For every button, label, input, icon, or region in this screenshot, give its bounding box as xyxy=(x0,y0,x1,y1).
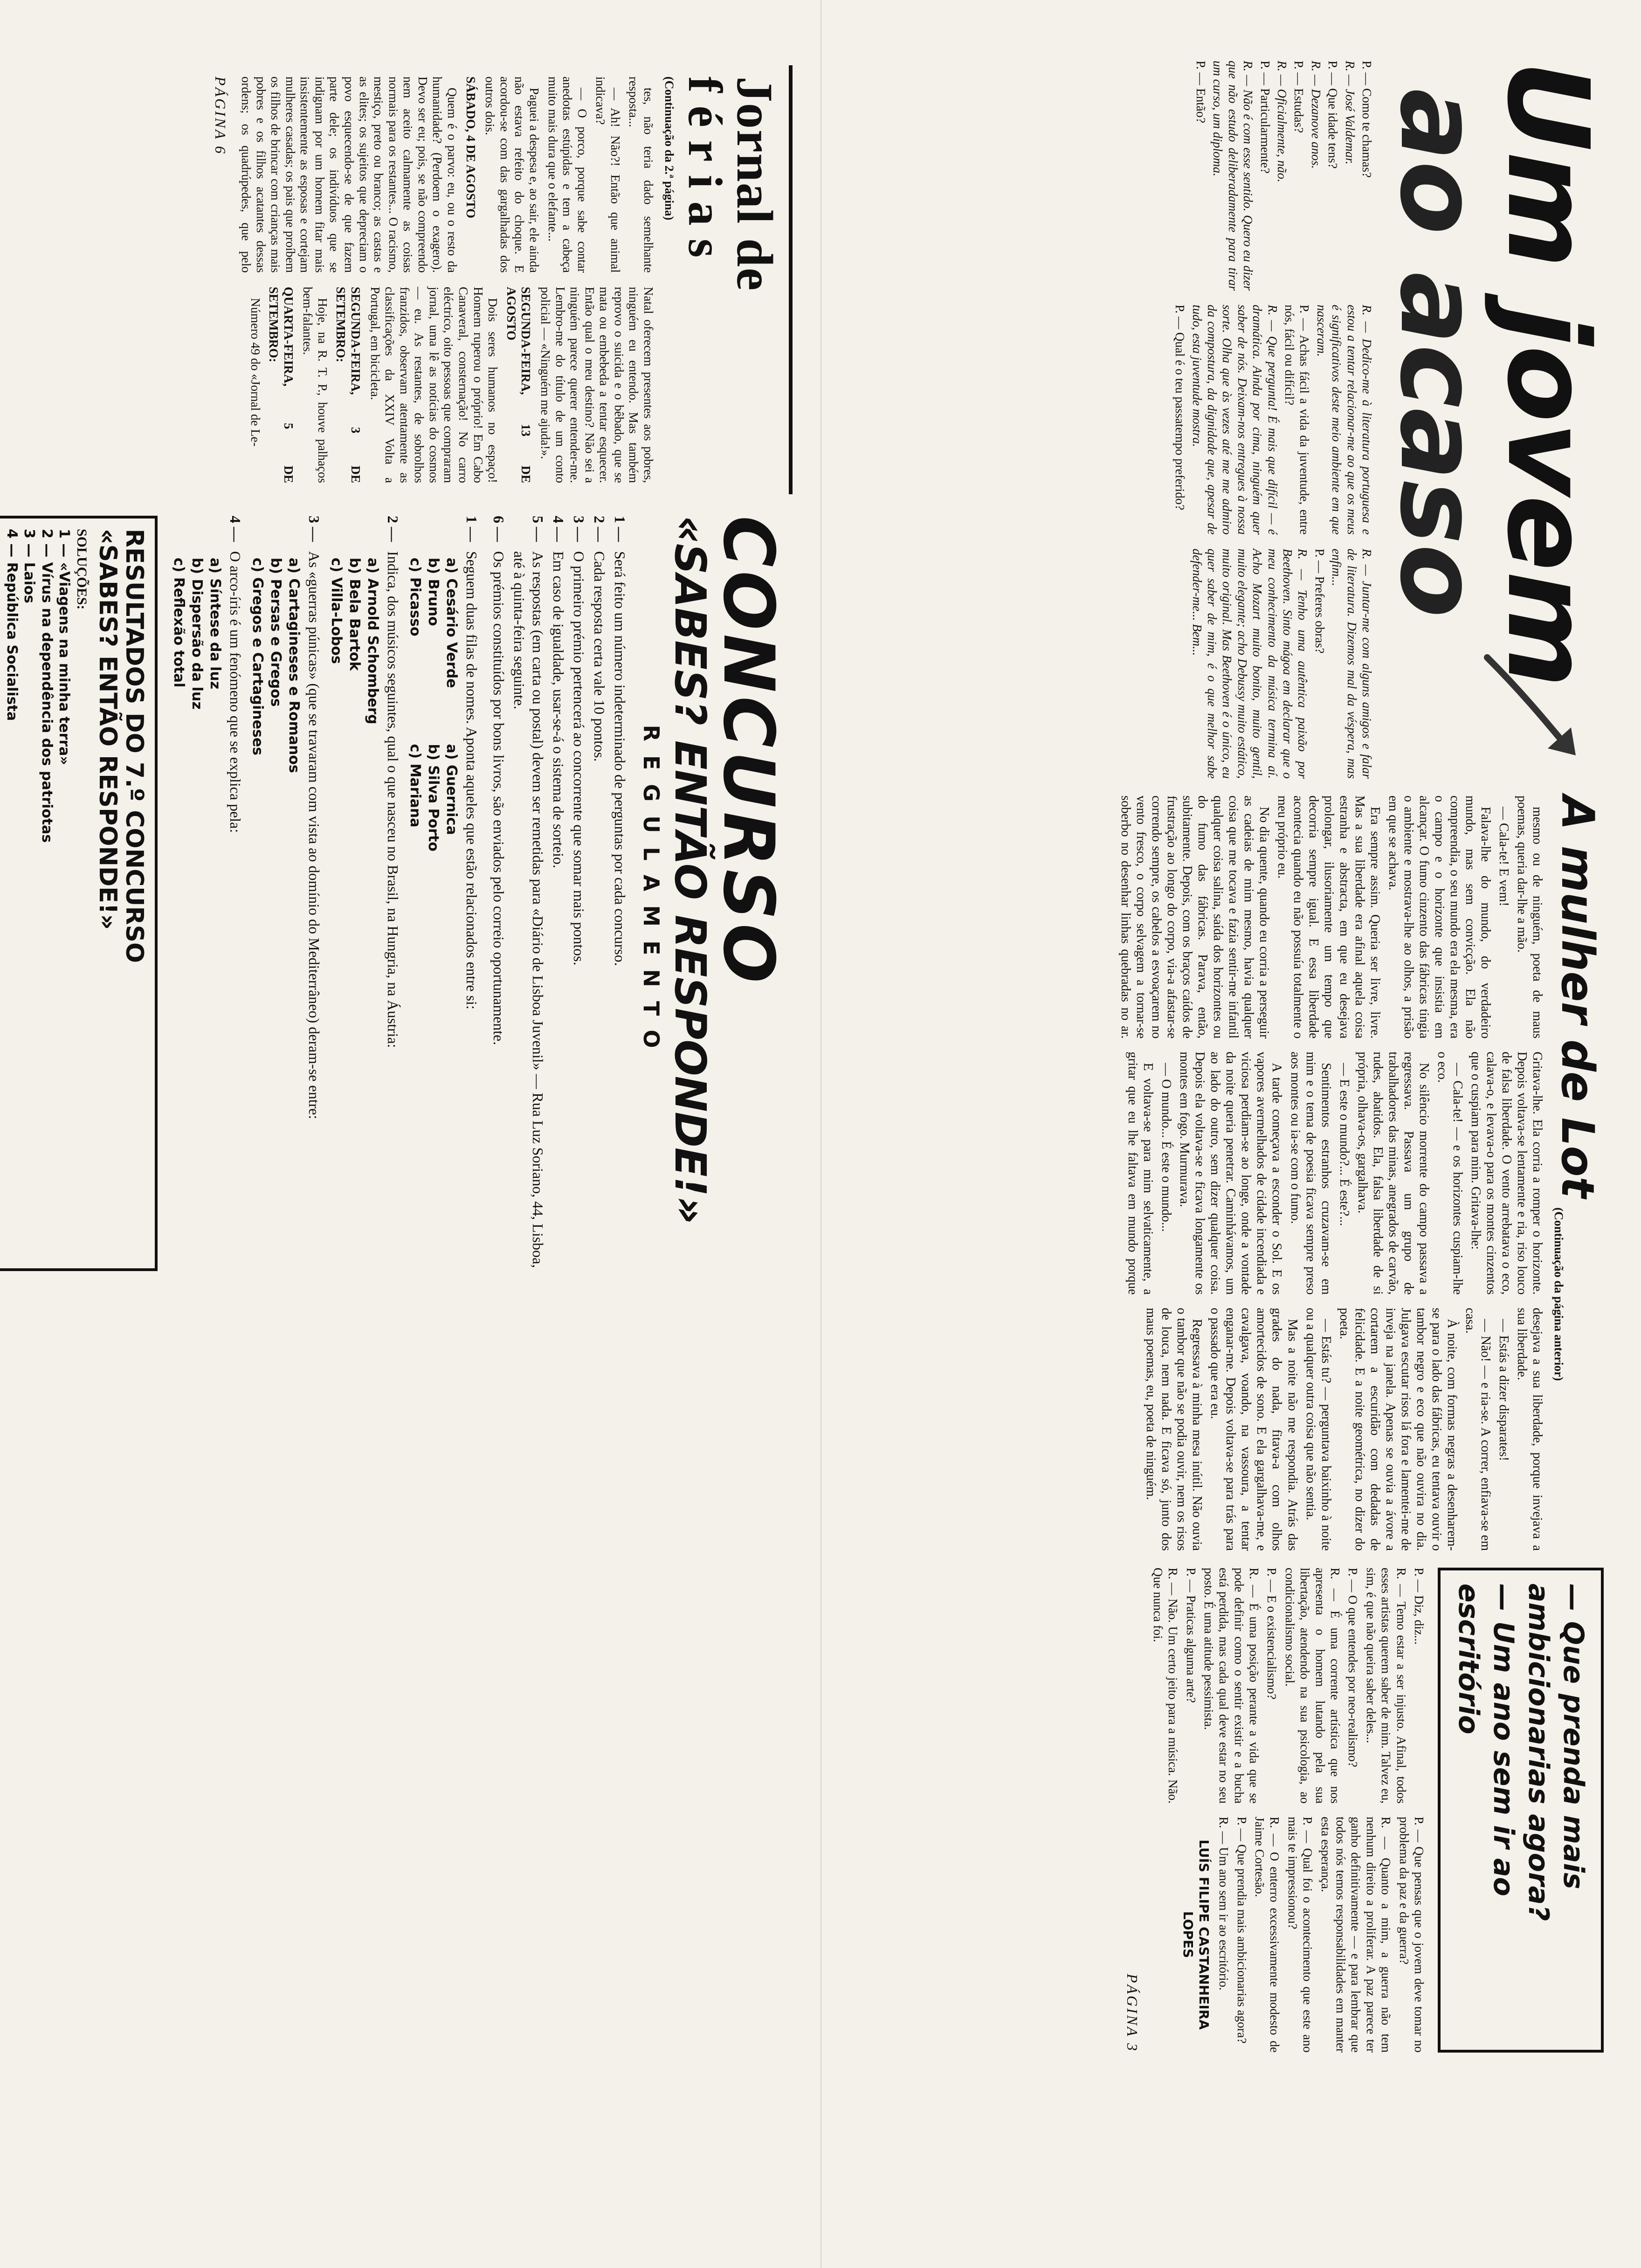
highlight-question: — Que prenda mais ambicionarias agora? xyxy=(1522,1583,1590,1921)
rules-list xyxy=(170,516,629,1271)
solucoes-label: SOLUÇÕES: xyxy=(74,529,90,610)
options-col-2 xyxy=(406,744,461,851)
story-paragraph: Mas a noite não me respondia. Atrás das grades do nada, fitava-a com olhos amortecidos de sono. E ela gargalhava-me, e cavalgava, voando, na vassoura, a tentar enganar-me. Depois voltava-se para trás para o passado que era eu. xyxy=(1208,1307,1300,1551)
qa-line: P. — Qual é o teu passatempo preferido? xyxy=(1173,304,1187,511)
rule-item xyxy=(549,516,568,1271)
story-paragraph: — Cala-te! — e os horizontes cuspiam-lhe o eco. xyxy=(1434,1051,1465,1295)
story-paragraph: À noite, com formas negras a desenharem-se para o lado das fábricas, eu tentava ouvir o tambor negro e eco que não ouvira no dia. Julgava escutar risos lá fora e lamentei-me de inveja na janela. Apenas se ouvia a ávore a cortarem a escuridão com dedadas de felicidade. E a noite geométrica, no dizer do poeta. xyxy=(1337,1307,1459,1551)
jovem-title-line2: ao acaso xyxy=(1376,89,1501,618)
story-paragraph: Regressava à minha mesa inútil. Não ouvia o tambor que não se podia ouvir, nem os risos de louca, nem nada. E ficava só, junto dos maus poemas, eu, poeta de ninguém. xyxy=(1144,1307,1205,1551)
option: c) Picasso xyxy=(407,558,423,636)
story-paragraph: mesmo ou de ninguém, poeta de maus poemas, queria dar-lhe a mão. xyxy=(1514,795,1544,1039)
options-col xyxy=(327,558,382,724)
story-paragraph: A tarde começava a esconder o Sol. E os vapores avermelhados de cidade incendiada e viciosa perdiam-se ao longe, onde a vontade da noite queria penetrar. Caminhávamos, um ao lado do outro, sem dizer qualquer coisa. Depois ela voltava-se e ficava longamente os montes em fogo. Murmurava. xyxy=(1177,1051,1284,1295)
option: a) Arnold Schomberg xyxy=(365,558,381,725)
highlight-box xyxy=(1438,1568,1604,2053)
jornal-date-heading: QUARTA-FEIRA, 5 DE SETEMBRO: xyxy=(267,287,296,483)
qa-line: P. — Diz, diz... xyxy=(1412,1568,1426,1645)
rule-item xyxy=(510,516,547,1271)
qa-line: P. — Então? xyxy=(1194,61,1208,124)
concurso-title: CONCURSO xyxy=(708,516,789,987)
qa-line: R. — Quanto a mim, a guerra não tem nenhum direito a proliferar. A paz parece ter ganho definitivamente — e para lembrar que todos nós temos responsabilidades em manter esta esperança. xyxy=(1318,1817,1393,2053)
jornal-paragraph: — Ah! Não?! Então que animal indicava? xyxy=(593,76,622,273)
option: a) Cartagineses e Romanos xyxy=(286,558,302,773)
interview-continuation-body xyxy=(1150,1568,1427,2053)
qa-line: P. — O que entendes por neo-realismo? xyxy=(1346,1568,1360,1768)
rule-text: Cada resposta certa vale 10 pontos. xyxy=(591,551,608,762)
jornal-paragraph: tes, não teria dado semelhante resposta... xyxy=(627,76,655,273)
story-paragraph: — E este o mundo?... É este?... xyxy=(1337,1063,1351,1226)
rule-item xyxy=(611,516,629,1271)
qa-line: R. — Temo estar a ser injusto. Afinal, todos esses artistas querem saber de mim. Talvez eu, sim, é que não queira saber deles... xyxy=(1364,1568,1408,1804)
qa-line: R. — José Valdemar. xyxy=(1343,61,1357,165)
question-text: O arco-íris é um fenómeno que se explica pela: xyxy=(227,551,244,833)
interview-continuation-section xyxy=(830,1568,1604,2053)
lot-header xyxy=(1551,795,1604,1551)
question-text: Seguem duas filas de nomes. Aponta aqueles que estão relacionados entre si: xyxy=(463,551,480,1010)
options-col xyxy=(248,558,303,773)
rule-item xyxy=(570,516,588,1271)
qa-line: P. — Que idade tens? xyxy=(1326,61,1340,169)
option: c) Mariana xyxy=(407,744,423,828)
lot-continuation: (Continuação da página anterior) xyxy=(1552,1207,1565,1381)
story-paragraph: Sentimentos estranhos cruzavam-se em mim e o tema de poesia ficava sempre preso aos montes ou ia-se com o fumo. xyxy=(1288,1051,1333,1295)
qa-line: R. — Oficialmente, não. xyxy=(1275,61,1289,182)
question-number: 4 — xyxy=(227,516,244,542)
highlight-answer: — Um ano sem ir ao escritório xyxy=(1452,1583,1520,1896)
right-page-rotated xyxy=(830,61,1613,2215)
qa-line: P. — Preferes obras? xyxy=(1312,548,1327,654)
option: a) Síntese da luz xyxy=(207,558,223,690)
question-item xyxy=(462,516,481,1271)
option: b) Dispersão da luz xyxy=(189,558,205,710)
option: b) Bruno xyxy=(425,558,441,626)
rule-text: Em caso de igualdade, usar-se-á o sistema de sorteio. xyxy=(550,551,567,869)
jornal-title-line2: férias xyxy=(678,76,732,271)
left-page-rotated xyxy=(3,65,793,2220)
qa-line: P. — Que pensas que o jovem deve tomar no problema da paz e da guerra? xyxy=(1397,1817,1426,2053)
rule-number: 3 — xyxy=(571,516,587,542)
concurso-subtitle: «SABES? ENTÃO RESPONDE!» xyxy=(665,516,715,1224)
story-paragraph: E voltava-se para mim selvaticamente, a gritar que eu lhe faltava em mundo porque desejava a sua liberdade, porque invejava a sua liberdade. xyxy=(1125,1051,1544,1551)
qa-line: R. — É uma posição perante a vida que se pode definir como o sentir existir e a bucha está perdida, mas cada qual deve estar no seu posto. É uma atitude pessimista. xyxy=(1201,1568,1262,1804)
question-2-options xyxy=(327,558,382,1271)
option: b) Bela Bartok xyxy=(346,558,363,671)
option: c) Reflexão total xyxy=(171,558,187,688)
rule-number: 1 — xyxy=(612,516,628,542)
jornal-date-heading: SEGUNDA-FEIRA, 3 DE SETEMBRO: xyxy=(334,287,363,483)
jornal-continuation: (Continuação da 2.ª página) xyxy=(662,76,676,221)
story-paragraph: — O mundo... É este o mundo... xyxy=(1159,1063,1174,1232)
results-title: RESULTADOS DO 7.º CONCURSO xyxy=(120,529,148,963)
qa-line: P. — Qual foi o acontecimento que este ano mais te impressionou? xyxy=(1285,1817,1315,2053)
option: c) Gregos e Cartagineses xyxy=(249,558,266,756)
rule-text: As respostas (em carta ou postal) devem ser remetidas para «Diário de Lisboa Juvenil» — Rua Luz Soriano, 44, Lisboa, até à quinta-feira seguinte. xyxy=(511,551,546,1268)
jornal-date-heading: SÁBADO, 4 DE AGOSTO xyxy=(463,76,478,219)
options-col-1 xyxy=(406,558,461,688)
rule-number: 4 — xyxy=(550,516,567,542)
story-paragraph: — Cala-te! E vem! xyxy=(1496,807,1511,906)
question-text: As «guerras púnicas» (que se travaram com vista ao domínio do Mediterrâneo) deram-se entre: xyxy=(306,551,323,1120)
story-paragraph: No dia quente, quando eu corria a perseguir as cadeias de mim mesmo, havia qualquer coisa que me tocava e fazia sentir-me infantil qualquer coisa salina, saída dos horizontes ou do fumo das fábricas. Parava, então, subitamente. Depois, com os braços caídos de frustração ao longo do corpo, via-a afastar-se correndo sempre, os cabelos a esvoaçarem no vento fresco, o corpo selvagem a tornar-se soberbo no desenhar linhas quebradas no ar. Gritava-lhe. Ela corria a romper o horizonte. Depois voltava-se lentamente e ria, riso louco de falsa liberdade. O vento arrebatava o eco, calava-o, e levava-o para os montes cinzentos que o cuspiam para mim. Gritava-lhe: xyxy=(1118,795,1544,1295)
solucao-item: 3 — Laios xyxy=(21,529,38,603)
qa-line: P. — E o existencialismo? xyxy=(1265,1568,1279,1700)
story-paragraph: Era sempre assim. Queria ser livre, livre. Mas a sua liberdade era afinal aquela coisa estranha e abstracta, em que eu desejava prolongar, ilusoriamente um tempo que decorria sempre igual. E essa liberdade acontecia quando eu não possuía totalmente o meu próprio eu. xyxy=(1275,795,1382,1039)
option: b) Persas e Gregos xyxy=(268,558,284,707)
qa-line: P. — Que prendia mais ambicionarias agora? xyxy=(1234,1817,1249,2044)
interview-body xyxy=(1172,61,1374,779)
jornal-paragraph: Número 49 do «Jornal de Le- xyxy=(248,298,262,447)
question-1-options xyxy=(406,558,461,1271)
options-col xyxy=(170,558,224,710)
page-fold-divider xyxy=(820,0,821,2268)
results-box xyxy=(0,516,158,1271)
question-item xyxy=(305,516,324,1271)
question-item xyxy=(384,516,402,1271)
rule-text: Será feito um número indeterminado de perguntas por cada concurso. xyxy=(612,551,628,966)
jornal-body xyxy=(238,76,655,483)
solucao-item: 4 — República Socialista xyxy=(3,529,20,721)
um-jovem-ao-acaso-section xyxy=(830,61,1613,779)
option: a) Cesário Verde xyxy=(443,558,460,688)
regulamento-heading: REGULAMENTO xyxy=(639,725,664,1062)
question-text: Indica, dos músicos seguintes, qual o que nasceu no Brasil, na Hungria, na Áustria: xyxy=(385,551,401,1048)
arrow-icon xyxy=(1473,648,1585,769)
story-paragraph: — Não! — e ria-se. A correr, enfiava-se em casa. xyxy=(1462,1307,1493,1551)
jornal-de-ferias-column xyxy=(28,65,793,494)
jornal-title xyxy=(678,76,783,483)
jornal-paragraph: Quem é o parvo: eu, ou o resto da humanidade? (Perdoem o exagero). Devo ser eu; pois, se não compreendo nem aceito calmamente as coisas normais para os restantes... O racismo, mestiço, preto ou branco; as castas e as elites; os sujeitos que depreciam o povo esquecendo-se de que fazem parte dele; os indivíduos que se indignam por um homem fitar mais insistentemente as esposas e cortejam mulheres casadas; os pais que proíbem os filhos de brincar com crianças mais pobres e os filhos acatantes dessas ordens; os quadrúpedes, que pelo Natal oferecem presentes aos pobres, ninguém eu entendo. Mas também reprovo o suicida e o bêbado, que se mata ou embebeda a tentar esquecer. Então qual o meu destino? Não sei a ninguém parece querer entender-me. Lembro-me do título de um conto policial — «Ninguém me ajuda!». xyxy=(239,76,655,483)
jornal-paragraph: — O porco, porque sabe contar anedotas estúpidas e tem a cabeça muito mais dura que o elefante... xyxy=(545,76,589,273)
qa-line: P. — Particularmente? xyxy=(1258,61,1272,174)
question-number: 3 — xyxy=(306,516,323,542)
qa-line: P. — Achas fácil a vida da juventude, entre nós, fácil ou difícil? xyxy=(1282,304,1312,535)
page-number-6: PÁGINA 6 xyxy=(212,76,229,156)
rule-item xyxy=(490,516,508,1271)
qa-line: P. — Estudas? xyxy=(1292,61,1306,133)
question-number: 1 — xyxy=(463,516,480,542)
qa-line: R. — Tenho uma autêntica paixão por Beethoven. Sinto mágoa em declarar que o meu conhecimento da música termina aí. Acho Mozart muito bonito, muito gentil, muito elegante; acho Debussy muito estático, muito original. Mas Beethoven é o único, eu quer saber de mim, é o que melhor sabe defender-me... Bem... xyxy=(1190,548,1310,779)
story-paragraph: Falava-lhe do mundo, do verdadeiro mundo, mas sem convicção. Ela não compreendia, o seu mundo era ela mesma, era o campo e o horizonte que insistia em alcançar. O fumo cinzento das fábricas tingia o ambiente e mostrava-lhe ao olhos, a prisão em que se achava. xyxy=(1386,795,1493,1039)
qa-line: R. — Um ano sem ir ao escritório. xyxy=(1217,1817,1231,1991)
story-paragraph: — Estás tu? — perguntava baixinho à noite ou a qualquer outra coisa que não sentia. xyxy=(1303,1307,1333,1551)
rule-number: 6 — xyxy=(490,516,507,542)
author-signature: LUÍS FILIPE CASTANHEIRA LOPES xyxy=(1180,1839,1212,2030)
jornal-paragraph: Paguei a despesa e, ao sair, ele ainda não estava refeito do choque. E acordou-se com das gargalhadas dos outros dois. xyxy=(483,76,541,273)
qa-line: P. — Praticas alguma arte? xyxy=(1184,1568,1198,1703)
qa-line: R. — Dedico-me à literatura portuguesa e estou a tentar relacionar-me ao que os meus é significativos deste meio ambiente em que nasceram. xyxy=(1314,304,1374,535)
mulher-de-lot-section xyxy=(830,795,1604,1551)
rule-number: 2 — xyxy=(591,516,608,542)
jornal-paragraph: Dois seres humanos no espaço! Homem ruperou o próprio! Em Cabo Canaveral, consternação! No carro eléctrico, oito pessoas que compraram jornal, uma lê as notícias do cosmos — eu. As restantes, de sobrolhos franzidos, observam atentamente as classificações da XXIV Volta a Portugal, em bicicleta. xyxy=(368,287,500,483)
jornal-date-heading: SEGUNDA-FEIRA, 13 DE AGOSTO xyxy=(504,287,533,483)
qa-line: R. — Juntar-me com alguns amigos e falar de literatura. Dizemos mal da véspera, mas enfim... xyxy=(1330,548,1374,779)
rule-text: O primeiro prémio pertencerá ao concorrente que somar mais pontos. xyxy=(571,551,587,966)
option: a) Guernica xyxy=(443,744,460,835)
qa-line: R. — Que pergunta! É mais que difícil — é dramática. Ainda por cima, ninguém quer saber de nós. Deixam-nos entregues à nossa sorte. Olha que às vezes até me me admiro da compostura, da dignidade que, apesar de tudo, esta juventude mostra. xyxy=(1190,304,1280,535)
qa-line: P. — Como te chamas? xyxy=(1360,61,1374,178)
jovem-title-line1: Um jovem xyxy=(1482,61,1613,688)
question-number: 2 — xyxy=(385,516,401,542)
question-3-options xyxy=(248,558,303,1271)
qa-line: R. — Não é com esse sentido. Quero eu dizer que não estudo deliberadamente para tirar um curso, um diploma. xyxy=(1211,61,1255,291)
qa-line: R. — Dezanove anos. xyxy=(1309,61,1323,169)
rule-item xyxy=(590,516,609,1271)
jornal-title-line1: Jornal de xyxy=(726,76,783,292)
option: c) Villa-Lobos xyxy=(328,558,345,664)
jornal-paragraph: Hoje, na R. T. P., houve palhaços bem-falantes. xyxy=(301,287,330,483)
lot-title: A mulher de Lot xyxy=(1551,795,1604,1198)
rule-number: 5 — xyxy=(530,516,546,542)
story-paragraph: No silêncio morrente do campo passava a regressava. Passava um grupo de trabalhadores das minas, anegrados de carvão, rudes, abatidos. Ela, falsa liberdade de si própria, olhava-os, gargalhava. xyxy=(1355,1051,1431,1295)
lot-story-body xyxy=(1118,795,1545,1551)
page-number-3: PÁGINA 3 xyxy=(1124,1973,1141,2053)
rule-text: Os prémios constituídos por bons livros, são enviados pelo correio oportunamente. xyxy=(490,551,507,1045)
results-subtitle: «SABES? ENTÃO RESPONDE!» xyxy=(93,529,122,930)
qa-line: R. — Não. Um certo jeito para a música. Não. Que nunca foi. xyxy=(1151,1568,1180,1804)
concurso-column xyxy=(3,511,793,1276)
question-4-options xyxy=(170,558,224,1271)
qa-line: R. — O enterro excessivamente modesto de Jaime Cortesão. xyxy=(1253,1817,1282,2053)
option: b) Silva Porto xyxy=(425,744,441,851)
qa-line: R. — É uma corrente artística que nos apresenta o homem lutando pela sua libertação, atendendo na sua psicologia, ao condicionalismo social. xyxy=(1282,1568,1343,1804)
solucao-item: 1 — «Viagens na minha terra» xyxy=(56,529,73,765)
solucao-item: 2 — Vírus na dependência dos patriotas xyxy=(38,529,55,843)
solucoes-list xyxy=(3,529,73,1258)
question-item xyxy=(226,516,245,1271)
story-paragraph: — Estás a dizer disparates! xyxy=(1496,1319,1511,1461)
